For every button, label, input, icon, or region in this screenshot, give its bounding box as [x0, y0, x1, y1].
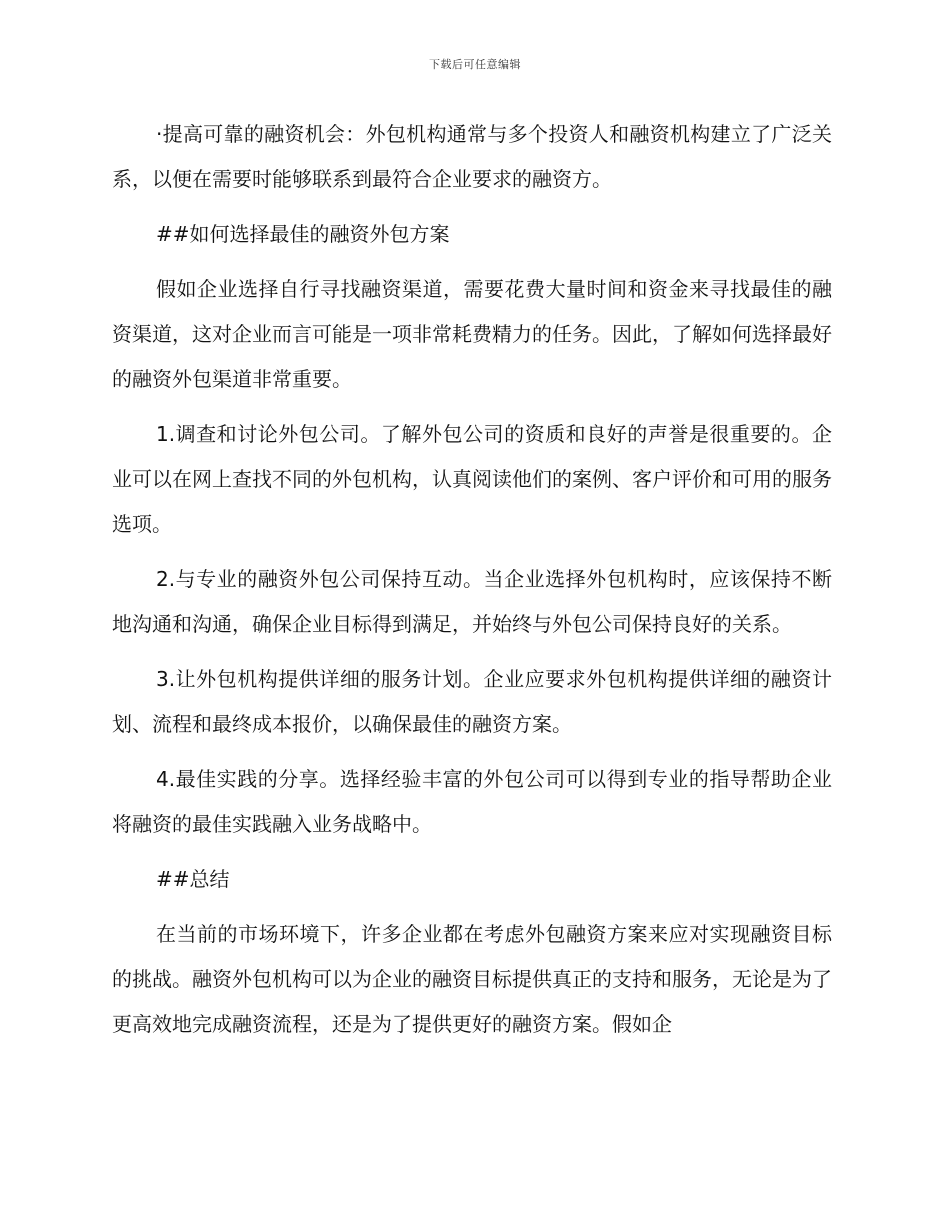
paragraph-step-3: 3.让外包机构提供详细的服务计划。企业应要求外包机构提供详细的融资计划、流程和最终成本报价，以确保最佳的融资方案。	[112, 667, 832, 736]
paragraph-step-4: 4.最佳实践的分享。选择经验丰富的外包公司可以得到专业的指导帮助企业将融资的最佳实践融入业务战略中。	[112, 767, 832, 836]
paragraph-summary: 在当前的市场环境下，许多企业都在考虑外包融资方案来应对实现融资目标的挑战。融资外包机构可以为企业的融资目标提供真正的支持和服务，无论是为了更高效地完成融资流程，还是为了提供更好的融资方案。假如企	[112, 922, 832, 1036]
document-body	[112, 112, 832, 1057]
page-header: 下载后可任意编辑	[429, 58, 521, 71]
paragraph-step-1: 1.调查和讨论外包公司。了解外包公司的资质和良好的声誉是很重要的。企业可以在网上查找不同的外包机构，认真阅读他们的案例、客户评价和可用的服务选项。	[112, 422, 832, 536]
section-heading-summary: ##总结	[156, 867, 230, 891]
section-heading-how-to-choose: ##如何选择最佳的融资外包方案	[156, 222, 450, 246]
paragraph-self-search: 假如企业选择自行寻找融资渠道，需要花费大量时间和资金来寻找最佳的融资渠道，这对企业而言可能是一项非常耗费精力的任务。因此，了解如何选择最好的融资外包渠道非常重要。	[112, 277, 832, 391]
paragraph-step-2: 2.与专业的融资外包公司保持互动。当企业选择外包机构时，应该保持不断地沟通和沟通，确保企业目标得到满足，并始终与外包公司保持良好的关系。	[112, 567, 832, 636]
paragraph-financing-opportunity: ·提高可靠的融资机会：外包机构通常与多个投资人和融资机构建立了广泛关系，以便在需要时能够联系到最符合企业要求的融资方。	[112, 122, 832, 191]
